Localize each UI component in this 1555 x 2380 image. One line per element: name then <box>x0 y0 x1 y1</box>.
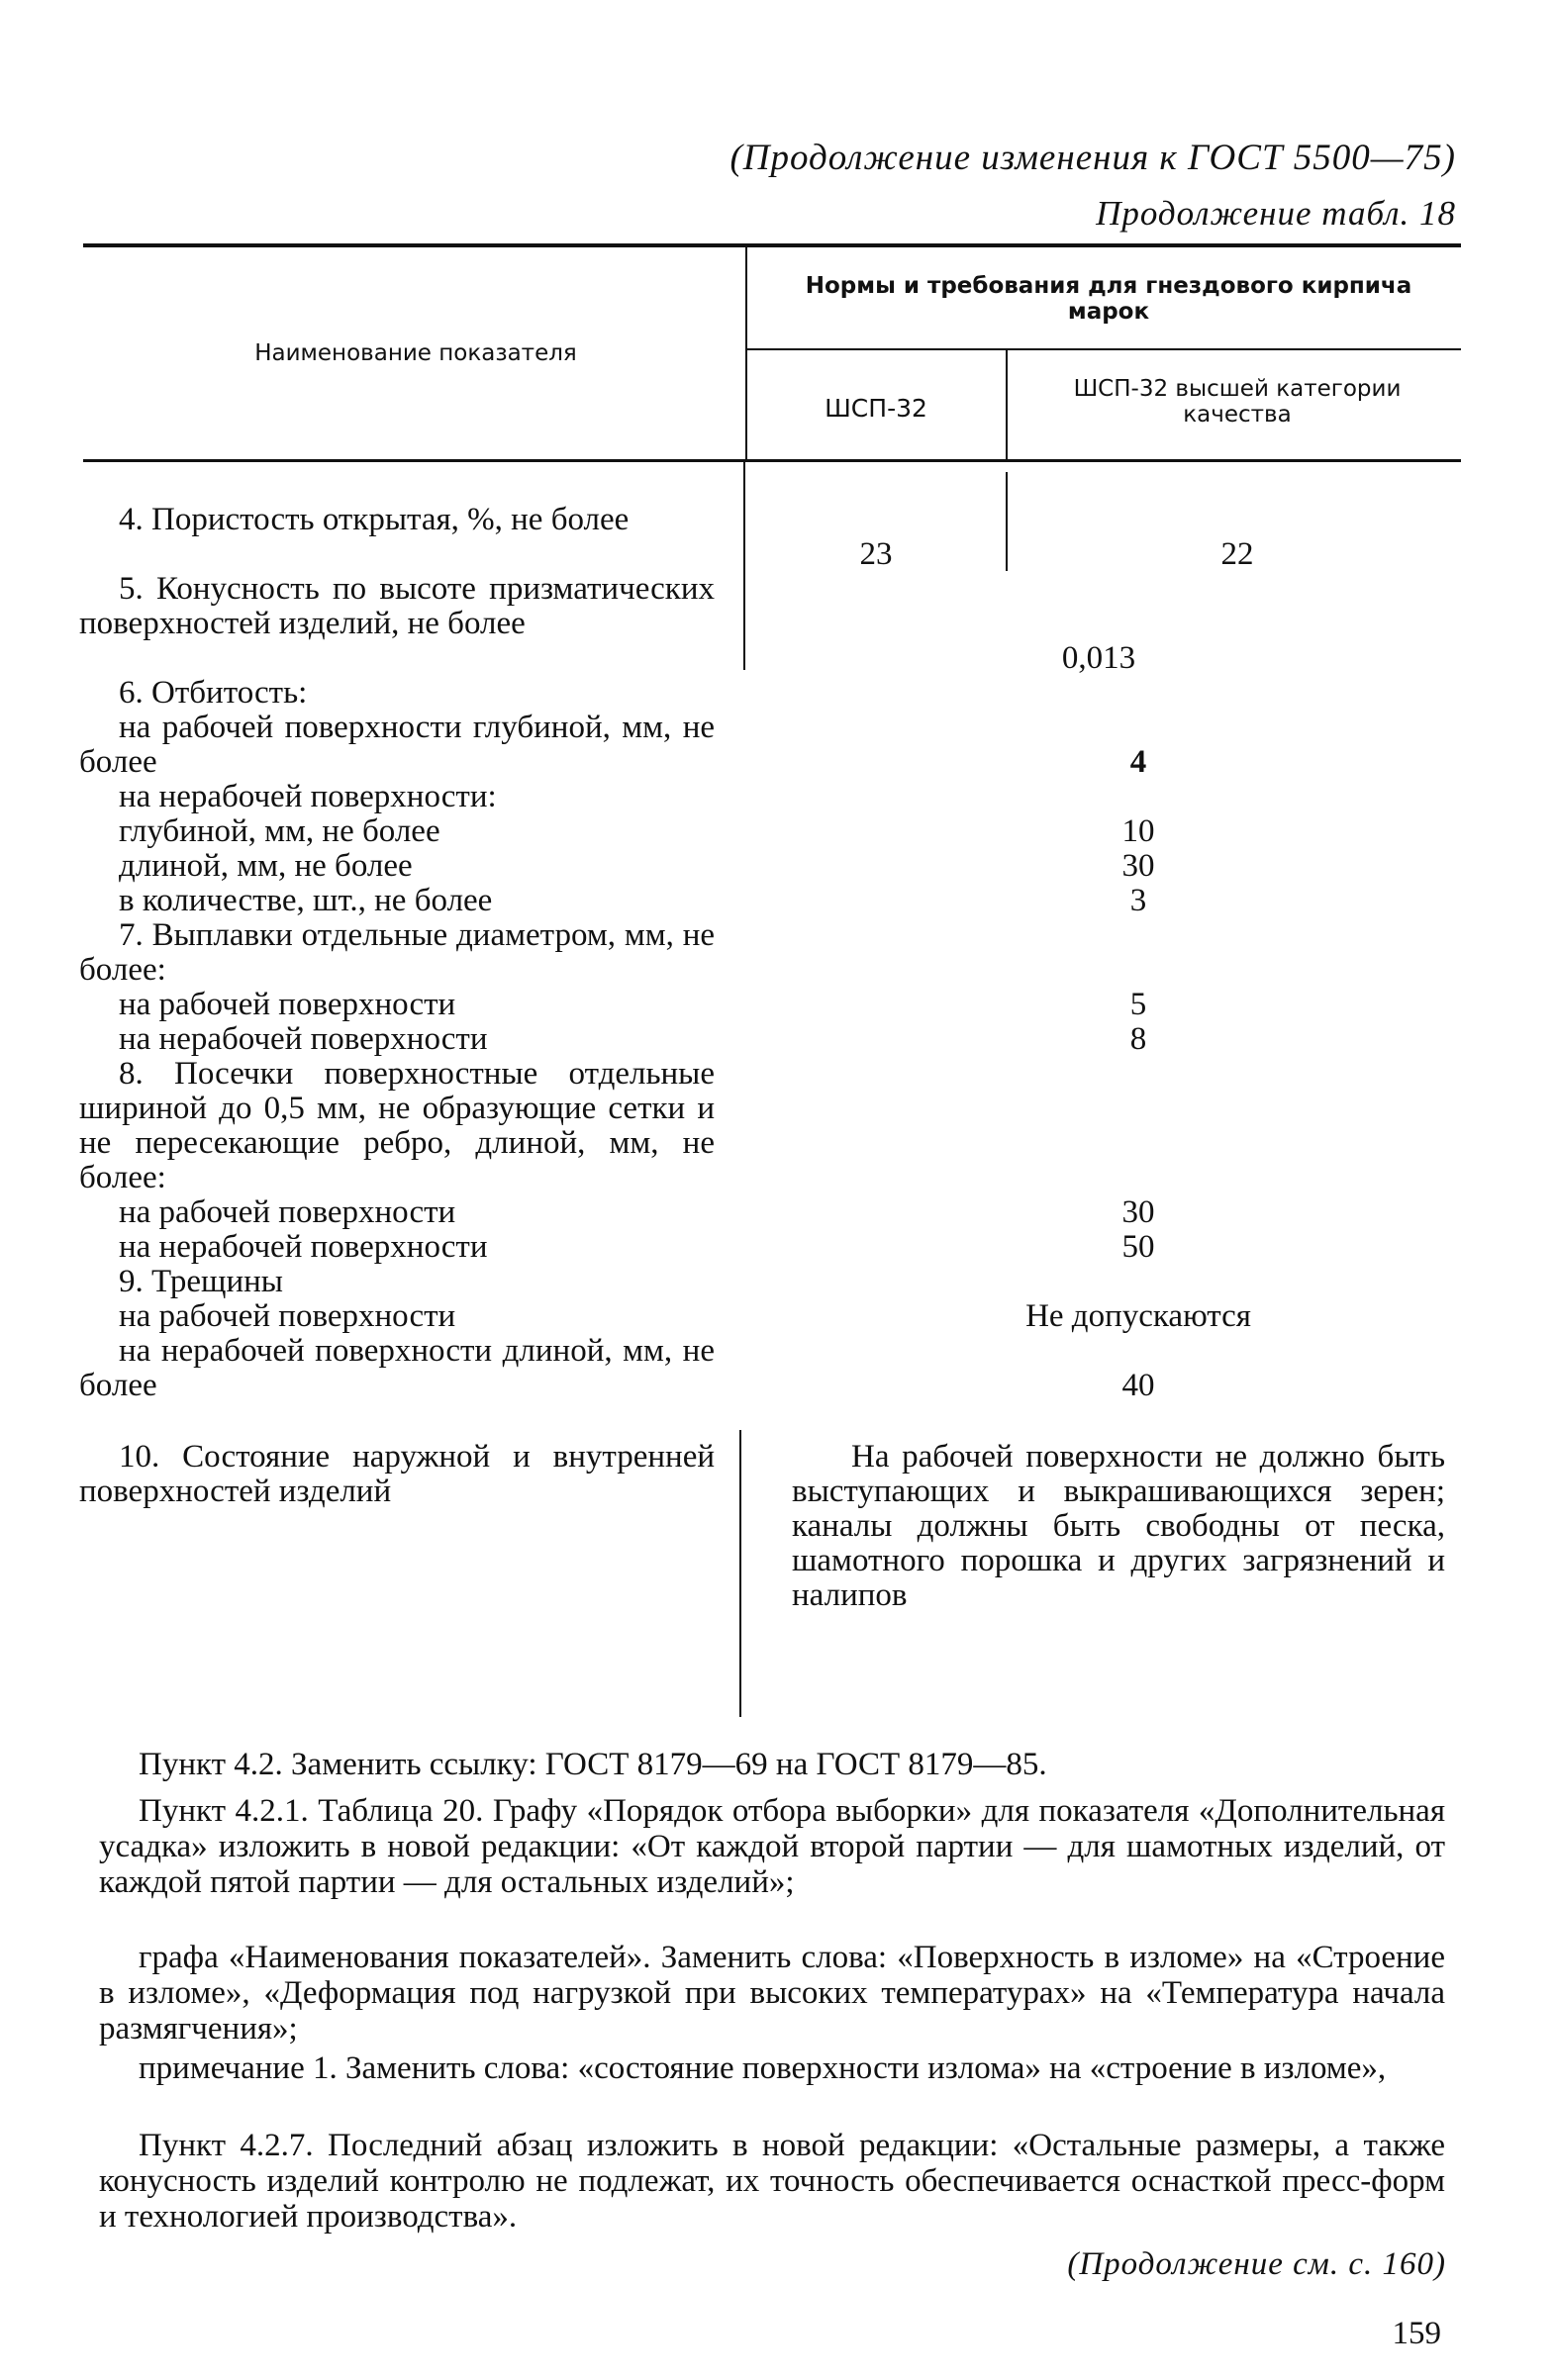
column-header-norms: Нормы и требования для гнездового кирпича марок <box>805 273 1412 325</box>
table-column-divider <box>745 247 747 459</box>
cell-value: 10 <box>1121 813 1155 849</box>
row-label: на нерабочей поверхности <box>119 1021 488 1057</box>
row-label: на нерабочей поверхности длиной, мм, не более <box>79 1333 715 1403</box>
row-label: 7. Выплавки отдельные диаметром, мм, не более: <box>79 917 715 988</box>
row-label: на рабочей поверхности <box>119 987 456 1022</box>
row-label: на рабочей поверхности <box>119 1194 456 1230</box>
row-label: 6. Отбитость: <box>119 675 308 711</box>
row-label: глубиной, мм, не более <box>119 813 440 849</box>
subcolumn-divider <box>1006 350 1008 459</box>
row-label: длиной, мм, не более <box>119 848 413 884</box>
cell-value-description: На рабочей поверхности не должно быть выступающих и выкрашивающихся зерен; каналы должны быть свободны от песка, шамотного порошка и других загрязнений и налипов <box>792 1439 1445 1613</box>
footer-continuation: (Продолжение см. с. 160) <box>1067 2246 1446 2282</box>
amendment-paragraph: Пункт 4.2.1. Таблица 20. Графу «Порядок отбора выборки» для показателя «Дополнительная усадка» изложить в новой редакции: «От каждой второй партии — для шамотных изделий, от каждой пятой партии — для остальных изделий»; <box>99 1793 1445 1900</box>
amendment-paragraph: примечание 1. Заменить слова: «состояние поверхности излома» на «строение в изломе», <box>139 2050 1387 2086</box>
amendment-paragraph: Пункт 4.2. Заменить ссылку: ГОСТ 8179—69 на ГОСТ 8179—85. <box>139 1747 1047 1782</box>
table-column-divider-body <box>743 462 745 670</box>
table-continuation-label: Продолжение табл. 18 <box>1096 194 1456 233</box>
cell-value: 40 <box>1121 1368 1155 1403</box>
cell-value: 4 <box>1129 744 1147 780</box>
subcolumn-header-shsp32-highest: ШСП-32 высшей категории качества <box>1073 376 1402 428</box>
table-header-bottom-rule <box>83 459 1461 462</box>
row-label: на рабочей поверхности <box>119 1298 456 1334</box>
cell-value: 8 <box>1129 1021 1147 1057</box>
cell-value: 30 <box>1121 848 1155 884</box>
cell-value: 22 <box>1220 536 1254 572</box>
cell-value: 0,013 <box>1061 640 1136 676</box>
cell-value: 3 <box>1129 883 1147 918</box>
continuation-header: (Продолжение изменения к ГОСТ 5500—75) <box>729 138 1456 178</box>
row-label: 9. Трещины <box>119 1264 283 1299</box>
amendment-paragraph: графа «Наименования показателей». Заменить слова: «Поверхность в изломе» на «Строение в изломе», «Деформация под нагрузкой при высоких температурах» на «Температура начала размягчения»; <box>99 1940 1445 2047</box>
cell-value: 5 <box>1129 987 1147 1022</box>
row-label: на нерабочей поверхности <box>119 1229 488 1265</box>
column-header-name: Наименование показателя <box>254 340 577 366</box>
subcolumn-header-shsp32: ШСП-32 <box>825 394 927 423</box>
cell-value: Не допускаются <box>1025 1298 1251 1334</box>
norms-subheader-rule <box>747 348 1461 350</box>
amendment-paragraph: Пункт 4.2.7. Последний абзац изложить в новой редакции: «Остальные размеры, а также конусность изделий контролю не подлежат, их точность обеспечивается оснасткой пресс-форм и технологией производства». <box>99 2128 1445 2235</box>
row-label: 8. Посечки поверхностные отдельные шириной до 0,5 мм, не образующие сетки и не пересекающие ребро, длиной, мм, не более: <box>79 1056 715 1195</box>
row-label: на рабочей поверхности глубиной, мм, не более <box>79 710 715 780</box>
cell-value: 30 <box>1121 1194 1155 1230</box>
row-label: на нерабочей поверхности: <box>119 779 497 814</box>
subcolumn-divider-body <box>1006 472 1008 571</box>
row-label: 5. Конусность по высоте призматических поверхностей изделий, не более <box>79 571 715 641</box>
table-top-rule <box>83 243 1461 247</box>
row-label: 10. Состояние наружной и внутренней поверхностей изделий <box>79 1439 715 1509</box>
table-column-divider-lower <box>739 1430 741 1717</box>
cell-value: 50 <box>1121 1229 1155 1265</box>
cell-value: 23 <box>859 536 893 572</box>
page-number: 159 <box>1392 2316 1441 2351</box>
row-label: в количестве, шт., не более <box>119 883 493 918</box>
row-label: 4. Пористость открытая, %, не более <box>119 502 630 537</box>
